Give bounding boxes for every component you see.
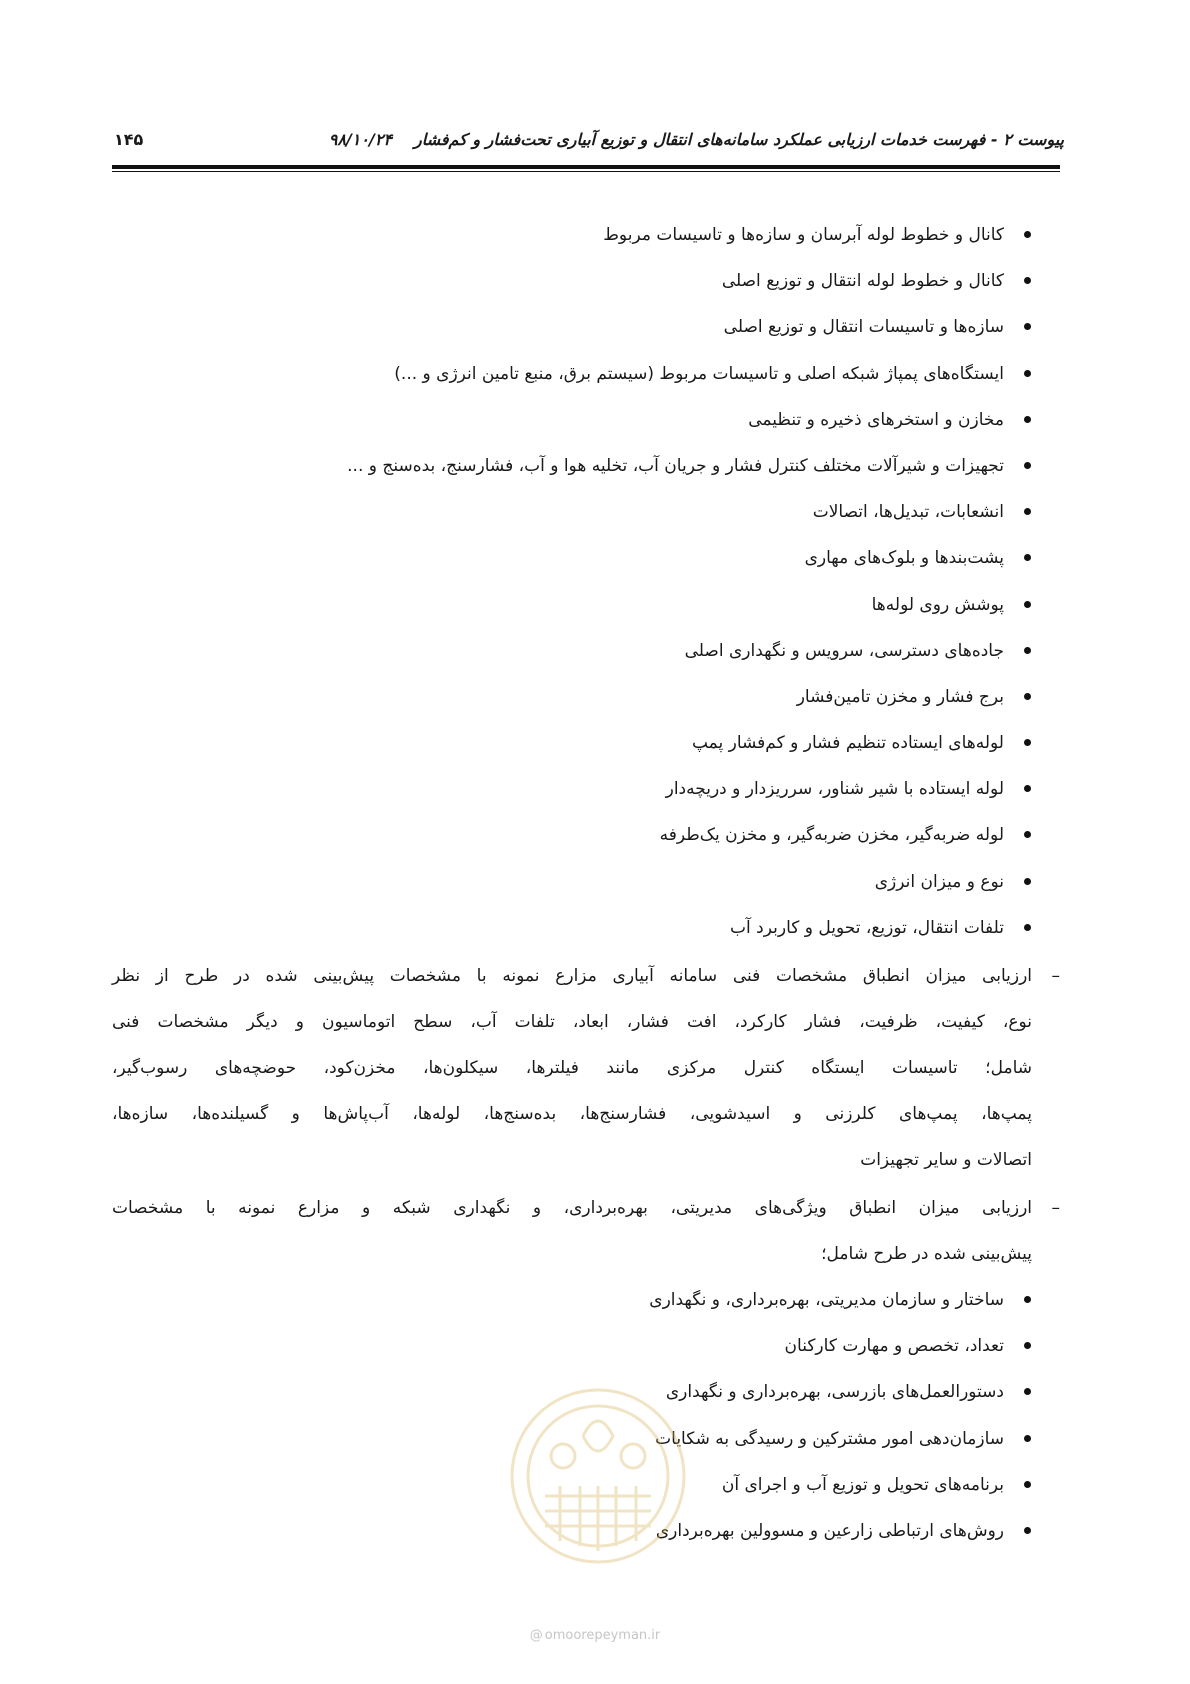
- header-date: ۹۸/۱۰/۲۴: [328, 130, 393, 149]
- list-item: دستورالعمل‌های بازرسی، بهره‌برداری و نگهداری: [112, 1369, 1004, 1415]
- list-item: تجهیزات و شیرآلات مختلف کنترل فشار و جریان آب، تخلیه هوا و آب، فشارسنج، بده‌سنج و ...: [112, 443, 1004, 489]
- dash-paragraph-technical: [112, 953, 1060, 1183]
- header-rule-thick: [112, 165, 1060, 169]
- list-item: تلفات انتقال، توزیع، تحویل و کاربرد آب: [112, 905, 1004, 951]
- list-item: نوع و میزان انرژی: [112, 859, 1004, 905]
- list-item: ایستگاه‌های پمپاژ شبکه اصلی و تاسیسات مربوط (سیستم برق، منبع تامین انرژی و ...): [112, 351, 1004, 397]
- paragraph-line: پیش‌بینی شده در طرح شامل؛: [821, 1244, 1032, 1264]
- bullet-icon: [1024, 924, 1031, 931]
- bullet-icon: [1024, 508, 1031, 515]
- publisher-seal-icon: [505, 1346, 691, 1576]
- list-item: پوشش روی لوله‌ها: [112, 582, 1004, 628]
- bullet-icon: [1024, 416, 1031, 423]
- list-item: کانال و خطوط لوله آبرسان و سازه‌ها و تاسیسات مربوط: [112, 212, 1004, 258]
- dash-paragraph-management: [112, 1185, 1060, 1277]
- bullet-icon: [1024, 323, 1031, 330]
- list-item: مخازن و استخرهای ذخیره و تنظیمی: [112, 397, 1004, 443]
- bullet-icon: [1024, 1388, 1031, 1395]
- watermark-url: @ omoorepeyman.ir: [529, 1628, 661, 1643]
- bullet-icon: [1024, 601, 1031, 608]
- bullet-icon: [1024, 554, 1031, 561]
- bullet-icon: [1024, 647, 1031, 654]
- list-item: جاده‌های دسترسی، سرویس و نگهداری اصلی: [112, 628, 1004, 674]
- bullet-icon: [1024, 1342, 1031, 1349]
- bullet-icon: [1024, 1481, 1031, 1488]
- bullet-icon: [1024, 693, 1031, 700]
- bullet-list-facilities: [112, 212, 1060, 951]
- bullet-icon: [1024, 1435, 1031, 1442]
- list-item: لوله ضربه‌گیر، مخزن ضربه‌گیر، و مخزن یک‌طرفه: [112, 812, 1004, 858]
- dash-icon: –: [1051, 1198, 1060, 1218]
- list-item: پشت‌بندها و بلوک‌های مهاری: [112, 535, 1004, 581]
- bullet-icon: [1024, 878, 1031, 885]
- list-item: تعداد، تخصص و مهارت کارکنان: [112, 1323, 1004, 1369]
- list-item: انشعابات، تبدیل‌ها، اتصالات: [112, 489, 1004, 535]
- list-item: کانال و خطوط لوله انتقال و توزیع اصلی: [112, 258, 1004, 304]
- bullet-icon: [1024, 462, 1031, 469]
- bullet-icon: [1024, 1527, 1031, 1534]
- running-header: [329, 130, 1064, 149]
- paragraph-line: نوع، کیفیت، ظرفیت، فشار کارکرد، افت فشار، ابعاد، تلفات آب، سطح اتوماسیون و دیگر مشخصات فنی: [112, 1012, 1032, 1032]
- paragraph-line: شامل؛ تاسیسات ایستگاه کنترل مرکزی مانند فیلترها، سیکلون‌ها، مخزن‌کود، حوضچه‌های رسوب‌گیر،: [112, 1058, 1032, 1078]
- bullet-icon: [1024, 231, 1031, 238]
- list-item: سازه‌ها و تاسیسات انتقال و توزیع اصلی: [112, 304, 1004, 350]
- list-item: روش‌های ارتباطی زارعین و مسوولین بهره‌برداری: [112, 1508, 1004, 1554]
- paragraph-line: پمپ‌ها، پمپ‌های کلرزنی و اسیدشویی، فشارسنج‌ها، بده‌سنج‌ها، لوله‌ها، آب‌پاش‌ها و گسیلنده‌ها، سازه‌ها،: [112, 1104, 1032, 1124]
- bullet-icon: [1024, 277, 1031, 284]
- list-item: لوله ایستاده با شیر شناور، سرریزدار و دریچه‌دار: [112, 766, 1004, 812]
- list-item: لوله‌های ایستاده تنظیم فشار و کم‌فشار پمپ: [112, 720, 1004, 766]
- paragraph-line: ارزیابی میزان انطباق ویژگی‌های مدیریتی، بهره‌برداری، و نگهداری شبکه و مزارع نمونه با مشخصات: [112, 1198, 1032, 1218]
- paragraph-line: ارزیابی میزان انطباق مشخصات فنی سامانه آبیاری مزارع نمونه با مشخصات پیش‌بینی شده در طرح از نظر: [112, 966, 1032, 986]
- bullet-icon: [1024, 1296, 1031, 1303]
- header-rule-thin: [112, 171, 1060, 172]
- header-title-text: پیوست ۲ - فهرست خدمات ارزیابی عملکرد سامانه‌های انتقال و توزیع آبیاری تحت‌فشار و کم‌فشار: [414, 130, 1064, 149]
- dash-icon: –: [1051, 966, 1060, 986]
- bullet-icon: [1024, 831, 1031, 838]
- bullet-icon: [1024, 785, 1031, 792]
- list-item: برنامه‌های تحویل و توزیع آب و اجرای آن: [112, 1462, 1004, 1508]
- bullet-icon: [1024, 739, 1031, 746]
- page-number: ۱۴۵: [114, 130, 144, 149]
- list-item: برج فشار و مخزن تامین‌فشار: [112, 674, 1004, 720]
- at-icon: @: [529, 1628, 543, 1643]
- list-item: سازمان‌دهی امور مشترکین و رسیدگی به شکایات: [112, 1416, 1004, 1462]
- bullet-icon: [1024, 370, 1031, 377]
- list-item: ساختار و سازمان مدیریتی، بهره‌برداری، و نگهداری: [112, 1277, 1004, 1323]
- paragraph-line: اتصالات و سایر تجهیزات: [860, 1150, 1032, 1170]
